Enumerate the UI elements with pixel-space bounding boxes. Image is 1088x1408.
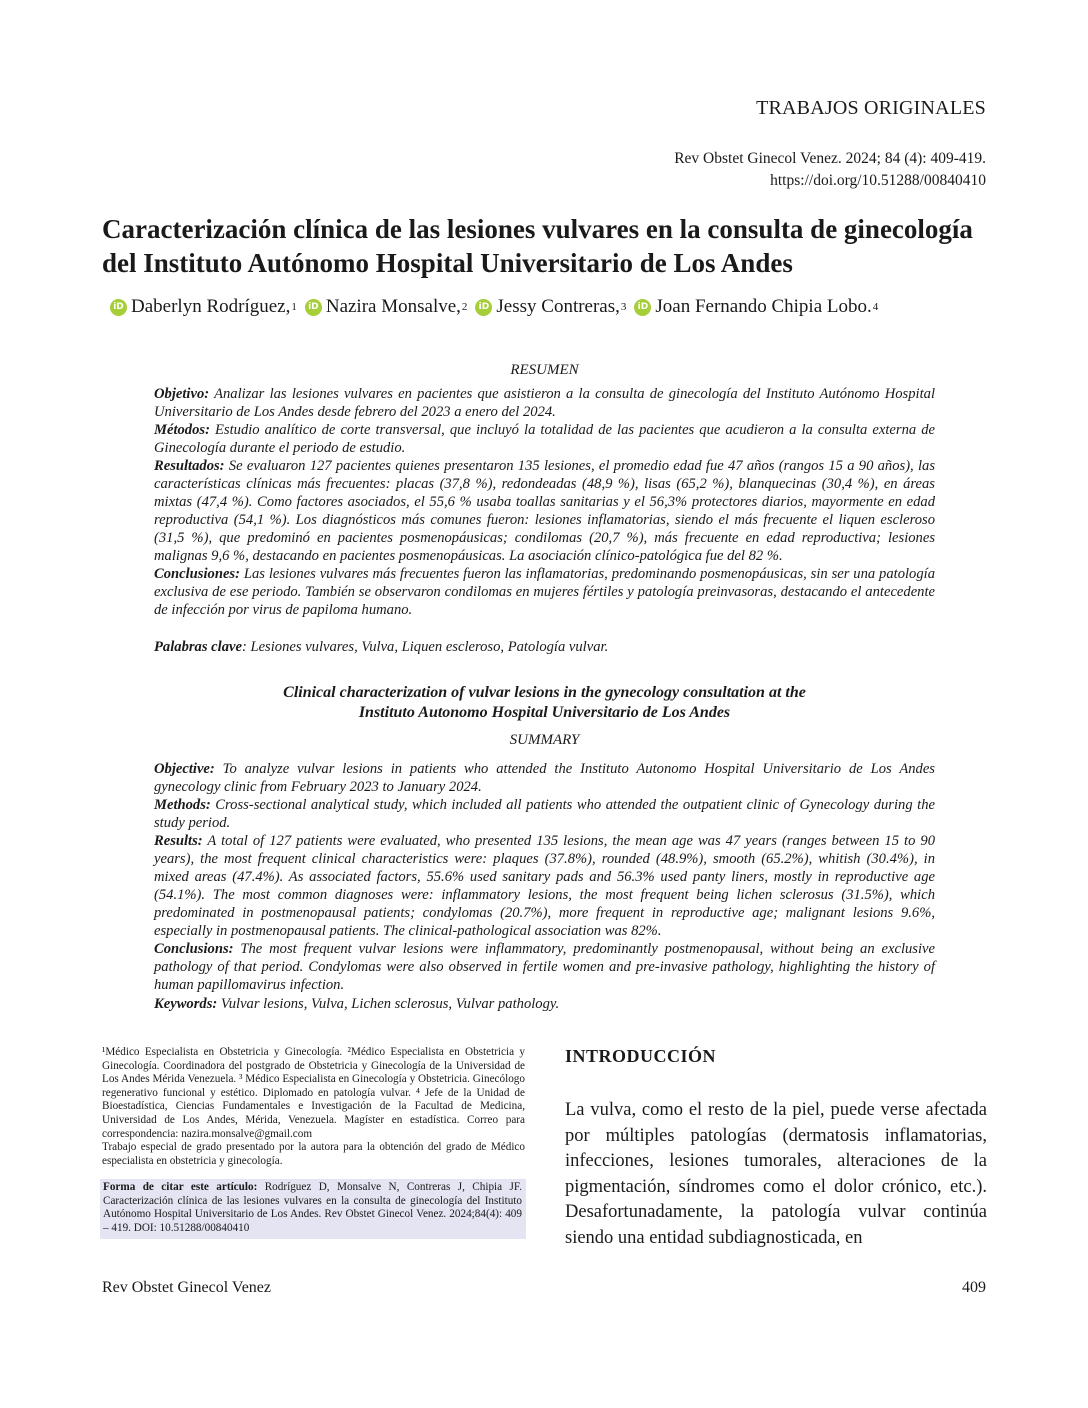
summary-results — [154, 832, 935, 940]
author-name: Joan Fernando Chipia Lobo. — [655, 296, 872, 317]
text: Cross-sectional analytical study, which included all patients who attended the outpatient clinic of Gynecology during the study period. — [154, 797, 935, 831]
summary-methods — [154, 796, 935, 832]
orcid-icon[interactable]: iD — [305, 299, 322, 316]
summary-heading: SUMMARY — [509, 732, 580, 748]
article-title: Caracterización clínica de las lesiones vulvares en la consulta de ginecología del Instituto Autónomo Hospital Universitario de Los Andes — [102, 214, 973, 278]
text: A total of 127 patients were evaluated, who presented 135 lesions, the mean age was 47 years (ranges between 15 to 90 years), the most frequent clinical characteristics were: plaques (37.8%), rounded (48.9%), smooth (65.2%), whitish (30.4%), in mixed areas (47.4%). As associated factors, 55.6% used sanitary pads and 56.3% used panty liners, mostly in reproductive age (54.1%). The most common diagnoses were: inflammatory lesions, the most frequent being lichen sclerosus (31.5%), which predominated in postmenopausal patients; condylomas (20.7%), more frequent in reproductive age; malignant lesions 9.6%, especially in postmenopausal patients. The clinical-pathological association was 82%. — [154, 833, 935, 939]
resumen-heading: RESUMEN — [510, 362, 579, 378]
author[interactable] — [305, 296, 468, 318]
affiliations-text: ¹Médico Especialista en Obstetricia y Ginecología. ²Médico Especialista en Obstetricia y Ginecología. Coordinadora del postgrado de Obstetricia y Ginecología de la Universidad de Los Andes Mérida Venezuela. ³ Médico Especialista en Ginecología y Obstetricia. Ginecólogo regenerativo funcional y estético. Diplomado en patología vulvar. ⁴ Jefe de la Unidad de Bioestadística, Ciencias Fundamentales e Investigación de la Facultad de Medicina, Universidad de Los Andes, Mérida, Venezuela. Magíster en estadística. Correo para correspondencia: nazira.monsalve@gmail.com — [102, 1046, 525, 1140]
author-affiliation: 3 — [620, 301, 627, 313]
label: Palabras clave — [154, 639, 242, 655]
text: Vulvar lesions, Vulva, Lichen sclerosus, Vulvar pathology. — [217, 996, 560, 1012]
author-name: Nazira Monsalve, — [325, 296, 461, 317]
orcid-icon[interactable]: iD — [475, 299, 492, 316]
affiliation-footnote — [102, 1046, 525, 1168]
label: Resultados: — [154, 458, 225, 474]
doi-link[interactable]: https://doi.org/10.51288/00840410 — [770, 172, 986, 189]
journal-citation — [674, 148, 986, 192]
footer-journal: Rev Obstet Ginecol Venez — [102, 1279, 271, 1296]
english-title-line: Clinical characterization of vulvar lesions in the gynecology consultation at the — [283, 684, 806, 701]
summary-objective — [154, 760, 935, 796]
orcid-icon[interactable]: iD — [634, 299, 651, 316]
author-affiliation: 4 — [872, 301, 879, 313]
author-name: Jessy Contreras, — [496, 296, 620, 317]
text: The most frequent vulvar lesions were inflammatory, predominantly postmenopausal, without being an exclusive pathology of that period. Condylomas were also observed in fertile women and pre-invasive pathology, highlighting the history of human papillomavirus infection. — [154, 941, 935, 993]
thesis-note: Trabajo especial de grado presentado por la autora para la obtención del grado de Médico especialista en obstetricia y ginecología. — [102, 1141, 525, 1167]
keywords — [154, 996, 935, 1013]
resumen-body — [154, 385, 935, 619]
resumen-conclusiones — [154, 565, 935, 619]
label: Métodos: — [154, 422, 210, 438]
text: Rodríguez D, Monsalve N, Contreras J, Chipia JF. Caracterización clínica de las lesiones vulvares en la consulta de ginecología del Instituto Autónomo Hospital Universitario de Los Andes. Rev Obstet Ginecol Venez. 2024;84(4): 409 – 419. DOI: 10.51288/00840410 — [103, 1181, 523, 1234]
resumen-resultados — [154, 457, 935, 565]
label: Conclusions: — [154, 941, 234, 957]
english-title — [154, 683, 935, 723]
author-list — [110, 296, 990, 318]
intro-heading: INTRODUCCIÓN — [565, 1046, 717, 1066]
text: Se evaluaron 127 pacientes quienes presentaron 135 lesiones, el promedio edad fue 47 años (rangos 15 a 90 años), las características clínicas más frecuentes: placas (37,8 %), redondeadas (48,9 %), lisas (65,2 %), blanquecinas (30,4 %), en áreas mixtas (47,4 %). Como factores asociados, el 55,6 % usaba toallas sanitarias y el 56,3% protectores diarios, mayormente en edad reproductiva (54,1 %). Los diagnósticos más comunes fueron: lesiones inflamatorias, siendo el más frecuente el liquen escleroso (31,5 %), que predominó en pacientes posmenopáusicas; condilomas (20,7 %), más frecuente en edad reproductiva; lesiones malignas 9,6 %, destacando en pacientes posmenopáusicas. La asociación clínico-patológica fue del 82 %. — [154, 458, 935, 564]
author[interactable] — [475, 296, 626, 318]
english-title-line: Instituto Autonomo Hospital Universitario de Los Andes — [358, 704, 731, 721]
label: Objective: — [154, 761, 215, 777]
label: Keywords: — [154, 996, 218, 1012]
intro-text: La vulva, como el resto de la piel, puede verse afectada por múltiples patologías (dermatosis inflamatorias, infecciones, lesiones tumorales, alteraciones de la pigmentación, síndromes como el dolor crónico, etc.). Desafortunadamente, la patología vulvar continúa siendo una entidad subdiagnosticada, en — [565, 1100, 987, 1248]
resumen-metodos — [154, 421, 935, 457]
how-to-cite-box — [100, 1179, 526, 1239]
author[interactable] — [110, 296, 297, 318]
label: Results: — [154, 833, 203, 849]
text: : Lesiones vulvares, Vulva, Liquen escleroso, Patología vulvar. — [241, 639, 609, 655]
label: Methods: — [154, 797, 211, 813]
author[interactable] — [634, 296, 878, 318]
resumen-objetivo — [154, 385, 935, 421]
page-number: 409 — [962, 1279, 986, 1296]
orcid-icon[interactable]: iD — [110, 299, 127, 316]
author-name: Daberlyn Rodríguez, — [131, 296, 291, 317]
palabras-clave — [154, 639, 935, 656]
label: Forma de citar este artículo: — [103, 1181, 258, 1193]
text: Analizar las lesiones vulvares en pacientes que asistieron a la consulta de ginecología del Instituto Autónomo Hospital Universitario de Los Andes desde febrero del 2023 a enero del 2024. — [154, 386, 935, 420]
label: Objetivo: — [154, 386, 210, 402]
label: Conclusiones: — [154, 566, 240, 582]
author-affiliation: 2 — [461, 301, 468, 313]
summary-conclusions — [154, 940, 935, 994]
text: To analyze vulvar lesions in patients who attended the Instituto Autonomo Hospital Universitario de Los Andes gynecology clinic from February 2023 to January 2024. — [154, 761, 935, 795]
section-label: TRABAJOS ORIGINALES — [756, 97, 986, 119]
text: Las lesiones vulvares más frecuentes fueron las inflamatorias, predominando posmenopáusicas, sin ser una patología exclusiva de ese periodo. También se observaron condilomas en mujeres fértiles y patología preinvasoras, destacando el antecedente de infección por virus de papiloma humano. — [154, 566, 935, 618]
author-affiliation: 1 — [291, 301, 297, 313]
citation-line: Rev Obstet Ginecol Venez. 2024; 84 (4): 409-419. — [674, 150, 986, 167]
text: Estudio analítico de corte transversal, que incluyó la totalidad de las pacientes que acudieron a la consulta externa de Ginecología durante el periodo de estudio. — [154, 422, 935, 456]
summary-body — [154, 760, 935, 994]
